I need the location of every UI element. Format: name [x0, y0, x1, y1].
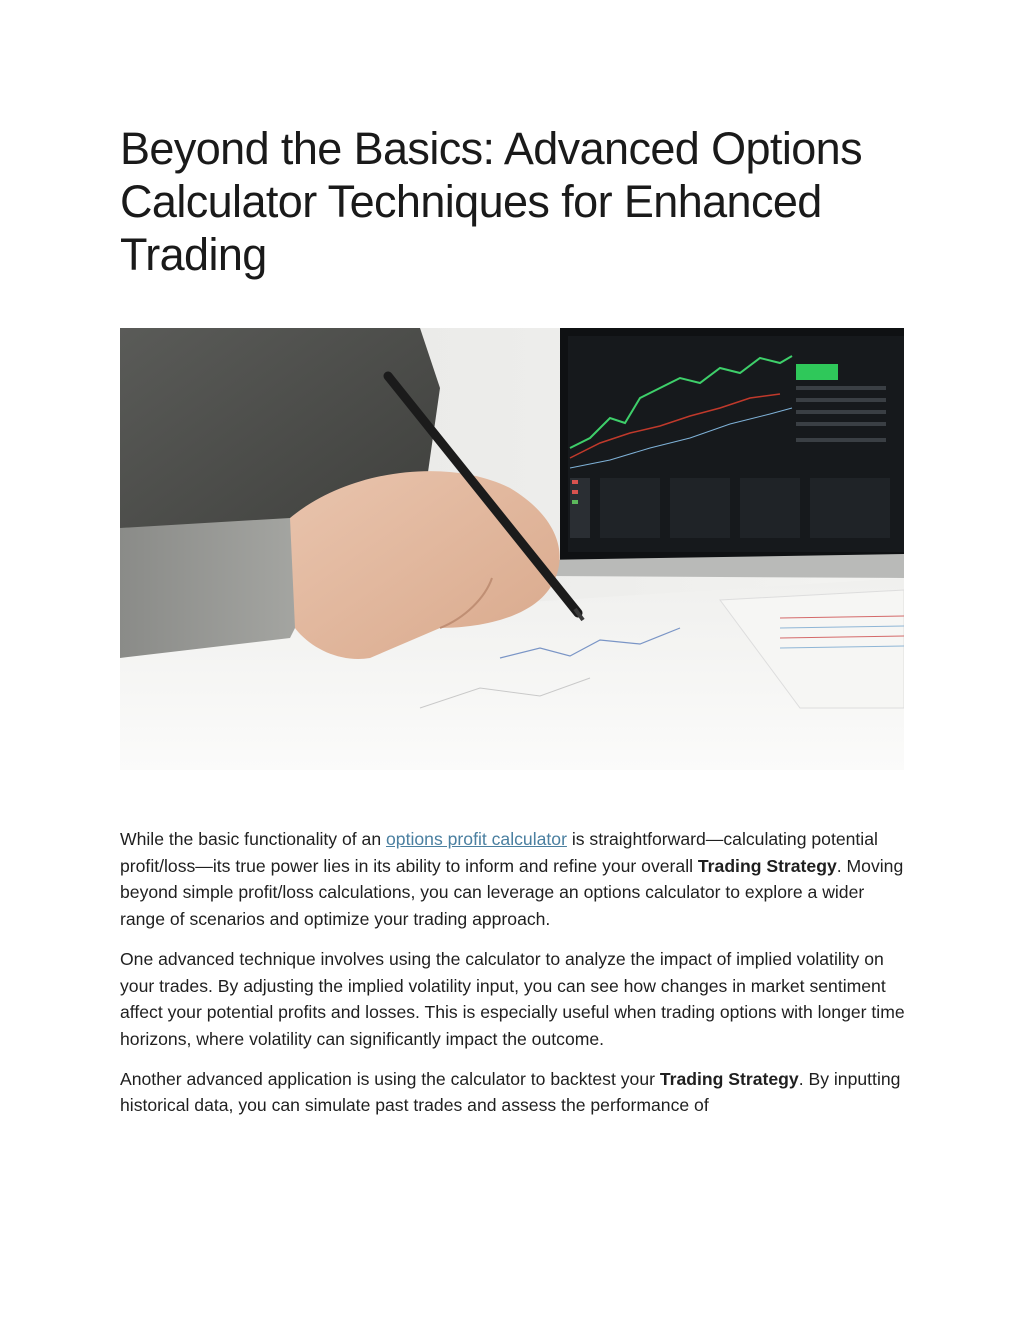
article-body — [120, 826, 910, 1132]
paragraph-2: One advanced technique involves using the calculator to analyze the impact of implied volatility on your trades. By adjusting the implied volatility input, you can see how changes in market sentiment affect your potential profits and losses. This is especially useful when trading options with longer time horizons, where volatility can significantly impact the outcome. — [120, 948, 905, 1049]
paragraph-1-text-c: . Moving beyond simple profit/loss calculations, you can leverage an options calculator to explore a wider range of scenarios and optimize your trading approach. — [120, 855, 904, 930]
options-profit-calculator-link[interactable]: options profit calculator — [386, 829, 567, 849]
hero-image — [120, 328, 904, 770]
paragraph-1-text-a: While the basic functionality of an — [120, 829, 387, 849]
trading-strategy-bold-2: Trading Strategy — [659, 1068, 799, 1089]
paragraph-3-text-a: Another advanced application is using the calculator to backtest your — [120, 1068, 660, 1089]
paragraph-1 — [120, 826, 910, 933]
paragraph-3-text-b: . By inputting historical data, you can simulate past trades and assess the performance of — [120, 1068, 901, 1116]
trading-strategy-bold: Trading Strategy — [697, 855, 837, 876]
paragraph-3 — [120, 1066, 910, 1119]
paragraph-1-text-b: is straightforward—calculating potential profit/loss—its true power lies in its ability to inform and refine your overall — [120, 829, 878, 876]
article-title: Beyond the Basics: Advanced Options Calculator Techniques for Enhanced Trading — [120, 123, 862, 280]
